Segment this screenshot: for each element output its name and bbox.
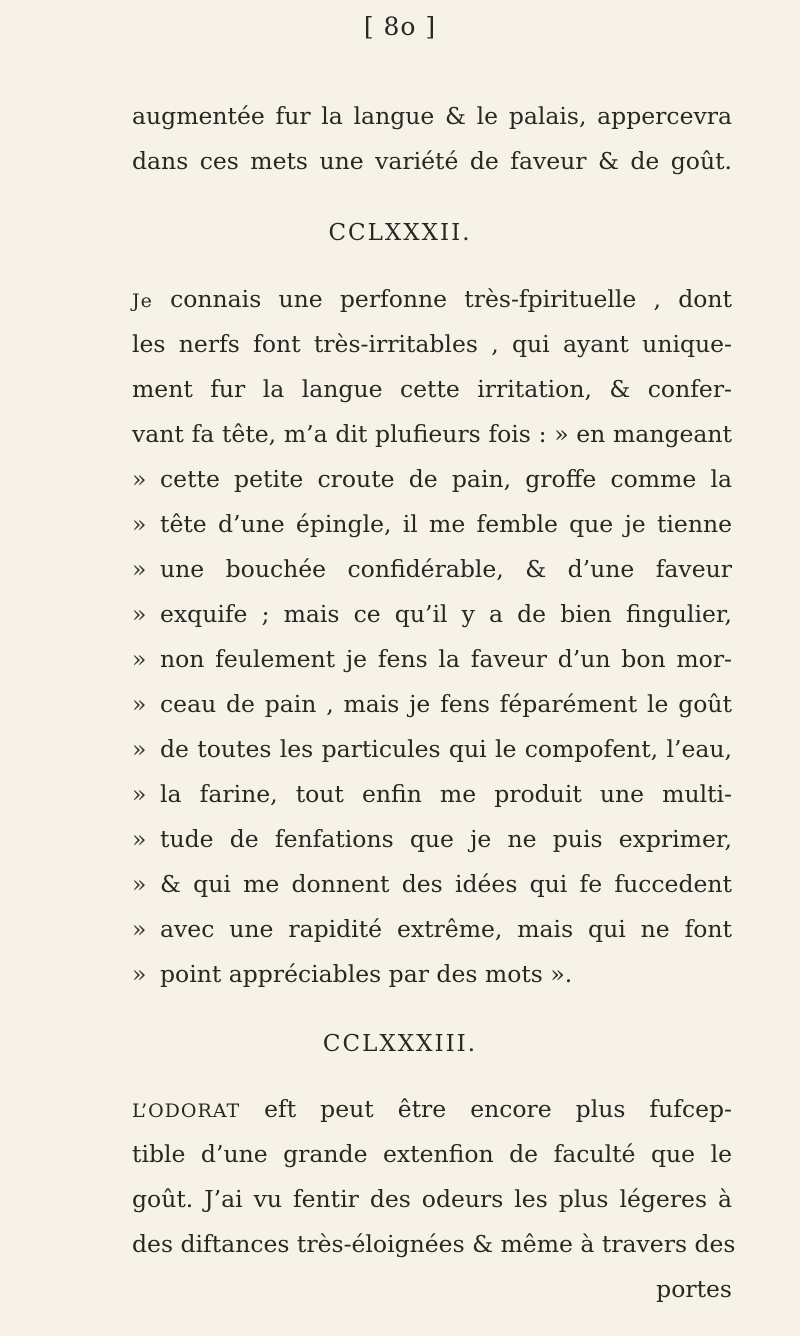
quoted-line: » une bouchée confidérable, & d’une faveur xyxy=(132,555,732,583)
quote-mark: » xyxy=(132,600,147,628)
quoted-line: » cette petite croute de pain, groffe comme la xyxy=(132,465,732,493)
text-line: dans ces mets une variété de faveur & de goût. xyxy=(132,147,732,175)
text-line: vant fa tête, m’a dit plufieurs fois : » en mangeant xyxy=(132,420,732,448)
quoted-line: » avec une rapidité extrême, mais qui ne font xyxy=(132,915,732,943)
quote-mark: » xyxy=(132,690,147,718)
text-line: ment fur la langue cette irritation, & confer- xyxy=(132,375,732,403)
quote-mark: » xyxy=(132,555,147,583)
text-line: goût. J’ai vu fentir des odeurs les plus légeres à xyxy=(132,1185,732,1213)
quote-mark: » xyxy=(132,825,147,853)
quoted-line: » exquife ; mais ce qu’il y a de bien fingulier, xyxy=(132,600,732,628)
quote-mark: » xyxy=(132,465,147,493)
catchword: portes xyxy=(656,1275,732,1303)
quoted-line: » tête d’une épingle, il me femble que je tienne xyxy=(132,510,732,538)
quote-mark: » xyxy=(132,915,147,943)
paragraph-first-line: L’ODORAT eft peut être encore plus fufcep- xyxy=(132,1095,732,1123)
section-heading: CCLXXXII. xyxy=(328,220,472,246)
quoted-line: » point appréciables par des mots ». xyxy=(132,960,573,988)
quote-mark: » xyxy=(132,510,147,538)
quoted-line: » tude de fenfations que je ne puis exprimer, xyxy=(132,825,732,853)
text-line: des diftances très-éloignées & même à travers des xyxy=(132,1230,736,1258)
quoted-line: » non feulement je fens la faveur d’un bon mor- xyxy=(132,645,732,673)
text-line: les nerfs font très-irritables , qui ayant unique- xyxy=(132,330,732,358)
text-line: augmentée fur la langue & le palais, appercevra xyxy=(132,102,732,130)
text-line: tible d’une grande extenfion de faculté que le xyxy=(132,1140,732,1168)
quote-mark: » xyxy=(132,645,147,673)
page-number: [ 8o ] xyxy=(363,12,437,41)
quote-mark: » xyxy=(132,735,147,763)
quote-mark: » xyxy=(132,780,147,808)
quoted-line: » de toutes les particules qui le compofent, l’eau, xyxy=(132,735,732,763)
quoted-line: » & qui me donnent des idées qui fe fuccedent xyxy=(132,870,732,898)
quote-mark: » xyxy=(132,870,147,898)
small-caps-word: L’ODORAT xyxy=(132,1100,241,1122)
quoted-line: » la farine, tout enfin me produit une multi- xyxy=(132,780,732,808)
small-caps-word: Je xyxy=(132,290,153,312)
section-heading: CCLXXXIII. xyxy=(322,1031,478,1057)
quoted-line: » ceau de pain , mais je fens féparément le goût xyxy=(132,690,732,718)
quote-mark: » xyxy=(132,960,147,988)
paragraph-first-line: Je connais une perfonne très-fpirituelle , dont xyxy=(132,285,732,313)
